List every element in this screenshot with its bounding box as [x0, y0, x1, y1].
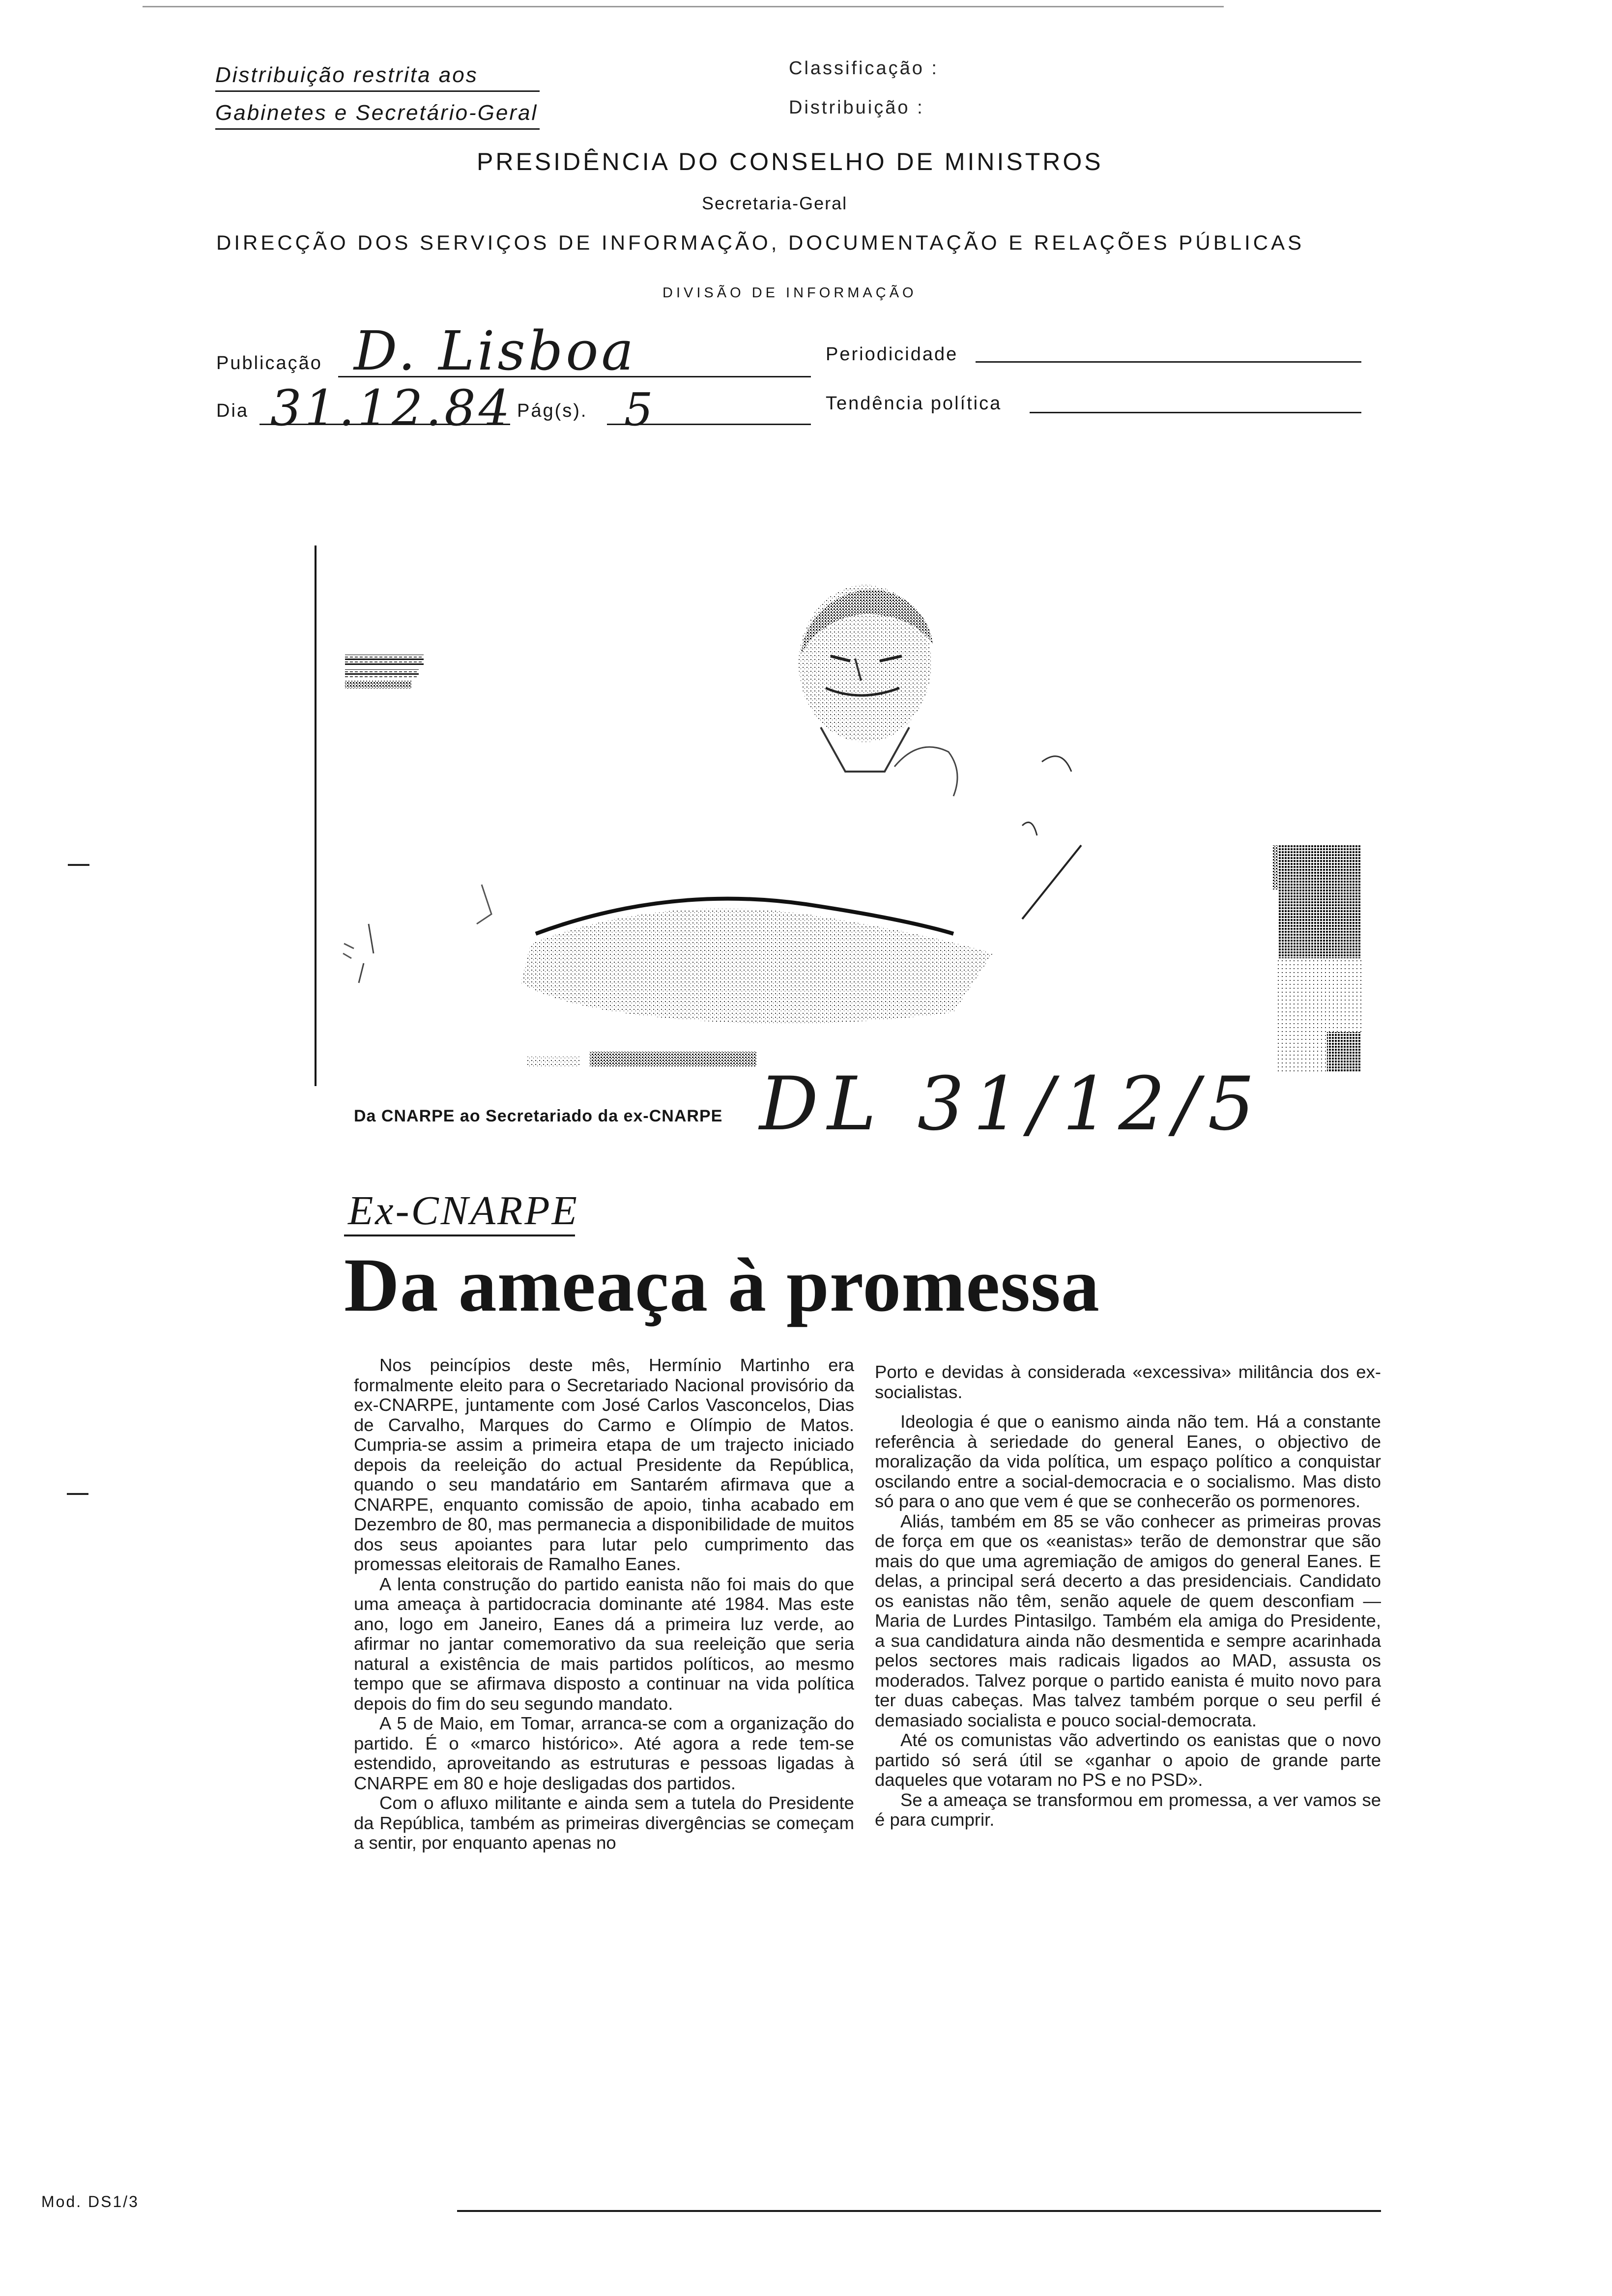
- pags-fill-line: [607, 424, 811, 425]
- dia-fill-line: [259, 424, 510, 425]
- pags-handwritten-value: 5: [624, 383, 656, 436]
- photo-caption: Da CNARPE ao Secretariado da ex-CNARPE: [354, 1107, 723, 1125]
- publicacao-label: Publicação: [216, 353, 322, 373]
- org-subtitle: Secretaria-Geral: [702, 193, 848, 213]
- right-clipping-block: [1273, 845, 1361, 1071]
- information-division: DIVISÃO DE INFORMAÇÃO: [662, 285, 917, 301]
- article-headline: Da ameaça à promessa: [344, 1242, 1100, 1327]
- article-paragraph: Se a ameaça se transformou em promessa, a ver vamos se é para cumprir.: [875, 1789, 1381, 1830]
- periodicidade-fill-line: [976, 361, 1361, 363]
- article-section-title: Ex-CNARPE: [348, 1188, 579, 1234]
- tendencia-fill-line: [1030, 412, 1361, 413]
- article-paragraph: Até os comunistas vão advertindo os eanistas que o novo partido só será útil se «ganhar o apoio de grande parte daqueles que votaram no PS e no PSD».: [875, 1730, 1381, 1790]
- services-directorate: DIRECÇÃO DOS SERVIÇOS DE INFORMAÇÃO, DOCUMENTAÇÃO E RELAÇÕES PÚBLICAS: [216, 231, 1305, 254]
- article-paragraph: Porto e devidas à considerada «excessiva» militância dos ex-socialistas.: [875, 1362, 1381, 1402]
- article-paragraph: Aliás, também em 85 se vão conhecer as primeiras provas de força em que os «eanistas» terão de demonstrar que são mais do que uma agremiação de amigos do general Eanes. E delas, a principal será decerto a das presidenciais. Candidato os eanistas não têm, senão aquele de quem desconfiam — Maria de Lurdes Pintasilgo. Também ela amiga do Presidente, a sua candidatura ainda não desmentida e sempre acarinhada pelos sectores mais radicais ligados ao MAD, assusta os moderados. Talvez porque o partido eanista é muito novo para ter duas cabeças. Mas talvez também porque o seu perfil é demasiado socialista e pouco social-democrata.: [875, 1511, 1381, 1730]
- org-title: PRESIDÊNCIA DO CONSELHO DE MINISTROS: [477, 148, 1103, 175]
- periodicidade-label: Periodicidade: [826, 344, 958, 365]
- margin-tick-mark: [67, 1493, 88, 1495]
- distribution-restriction-line1: Distribuição restrita aos: [215, 63, 540, 92]
- classification-label: Classificação :: [789, 58, 939, 79]
- section-underline: [344, 1234, 575, 1236]
- article-photo: [315, 541, 1293, 1091]
- publicacao-fill-line: [338, 376, 811, 377]
- publicacao-handwritten-value: D. Lisboa: [354, 319, 637, 382]
- tendencia-label: Tendência política: [826, 393, 1002, 414]
- article-bottom-rule: [457, 2210, 1381, 2212]
- article-paragraph: Com o afluxo militante e ainda sem a tutela do Presidente da República, também as primeiras divergências se começam a sentir, por enquanto apenas no: [354, 1793, 854, 1853]
- top-scan-rule: [143, 6, 1224, 7]
- dia-handwritten-value: 31.12.84: [270, 379, 513, 437]
- article-paragraph: Ideologia é que o eanismo ainda não tem. Há a constante referência à seriedade do general Eanes, o objectivo de moralização da vida política, um espaço político a conquistar oscilando entre a social-democracia e o socialismo. Mas disto só para o ano que vem é que se conhecerão os pormenores.: [875, 1411, 1381, 1511]
- photo-left-border: [315, 545, 317, 1086]
- archive-handwritten-mark: DL 31/12/5: [759, 1062, 1264, 1147]
- distribution-label: Distribuição :: [789, 97, 924, 118]
- article-paragraph: A 5 de Maio, em Tomar, arranca-se com a organização do partido. É o «marco histórico». Até agora a rede tem-se estendido, aproveitando as estruturas e pessoas ligadas à CNARPE em 80 e hoje desligadas dos partidos.: [354, 1713, 854, 1793]
- form-code: Mod. DS1/3: [41, 2193, 139, 2210]
- photo-background-block: [345, 655, 424, 665]
- distribution-restriction-line2: Gabinetes e Secretário-Geral: [215, 101, 540, 130]
- article-paragraph: A lenta construção do partido eanista não foi mais do que uma ameaça à partidocracia dominante até 1984. Mas este ano, logo em Janeiro, Eanes dá a primeira luz verde, ao afirmar no jantar comemorativo da sua reeleição que seria natural a existência de mais partidos políticos, ao mesmo tempo que se afirmava disposto a continuar na vida política depois do fim do seu segundo mandato.: [354, 1574, 854, 1714]
- article-paragraph: Nos peincípios deste mês, Hermínio Martinho era formalmente eleito para o Secretariado Nacional provisório da ex-CNARPE, juntamente com José Carlos Vasconcelos, Dias de Carvalho, Marques do Carmo e Olímpio de Matos. Cumpria-se assim a primeira etapa de um trajecto iniciado depois da reeleição do actual Presidente da República, quando o seu mandatário em Santarém afirmava que a CNARPE, enquanto comissão de apoio, tinha acabado em Dezembro de 80, mas permanecia a disponibilidade de muitos dos seus apoiantes para lutar pelo cumprimento das promessas eleitorais de Ramalho Eanes.: [354, 1355, 854, 1574]
- article-right-column: [875, 1362, 1381, 1830]
- dia-label: Dia: [216, 401, 249, 421]
- margin-tick-mark: [68, 864, 89, 866]
- article-left-column: [354, 1355, 854, 1853]
- pags-label: Pág(s).: [517, 401, 588, 421]
